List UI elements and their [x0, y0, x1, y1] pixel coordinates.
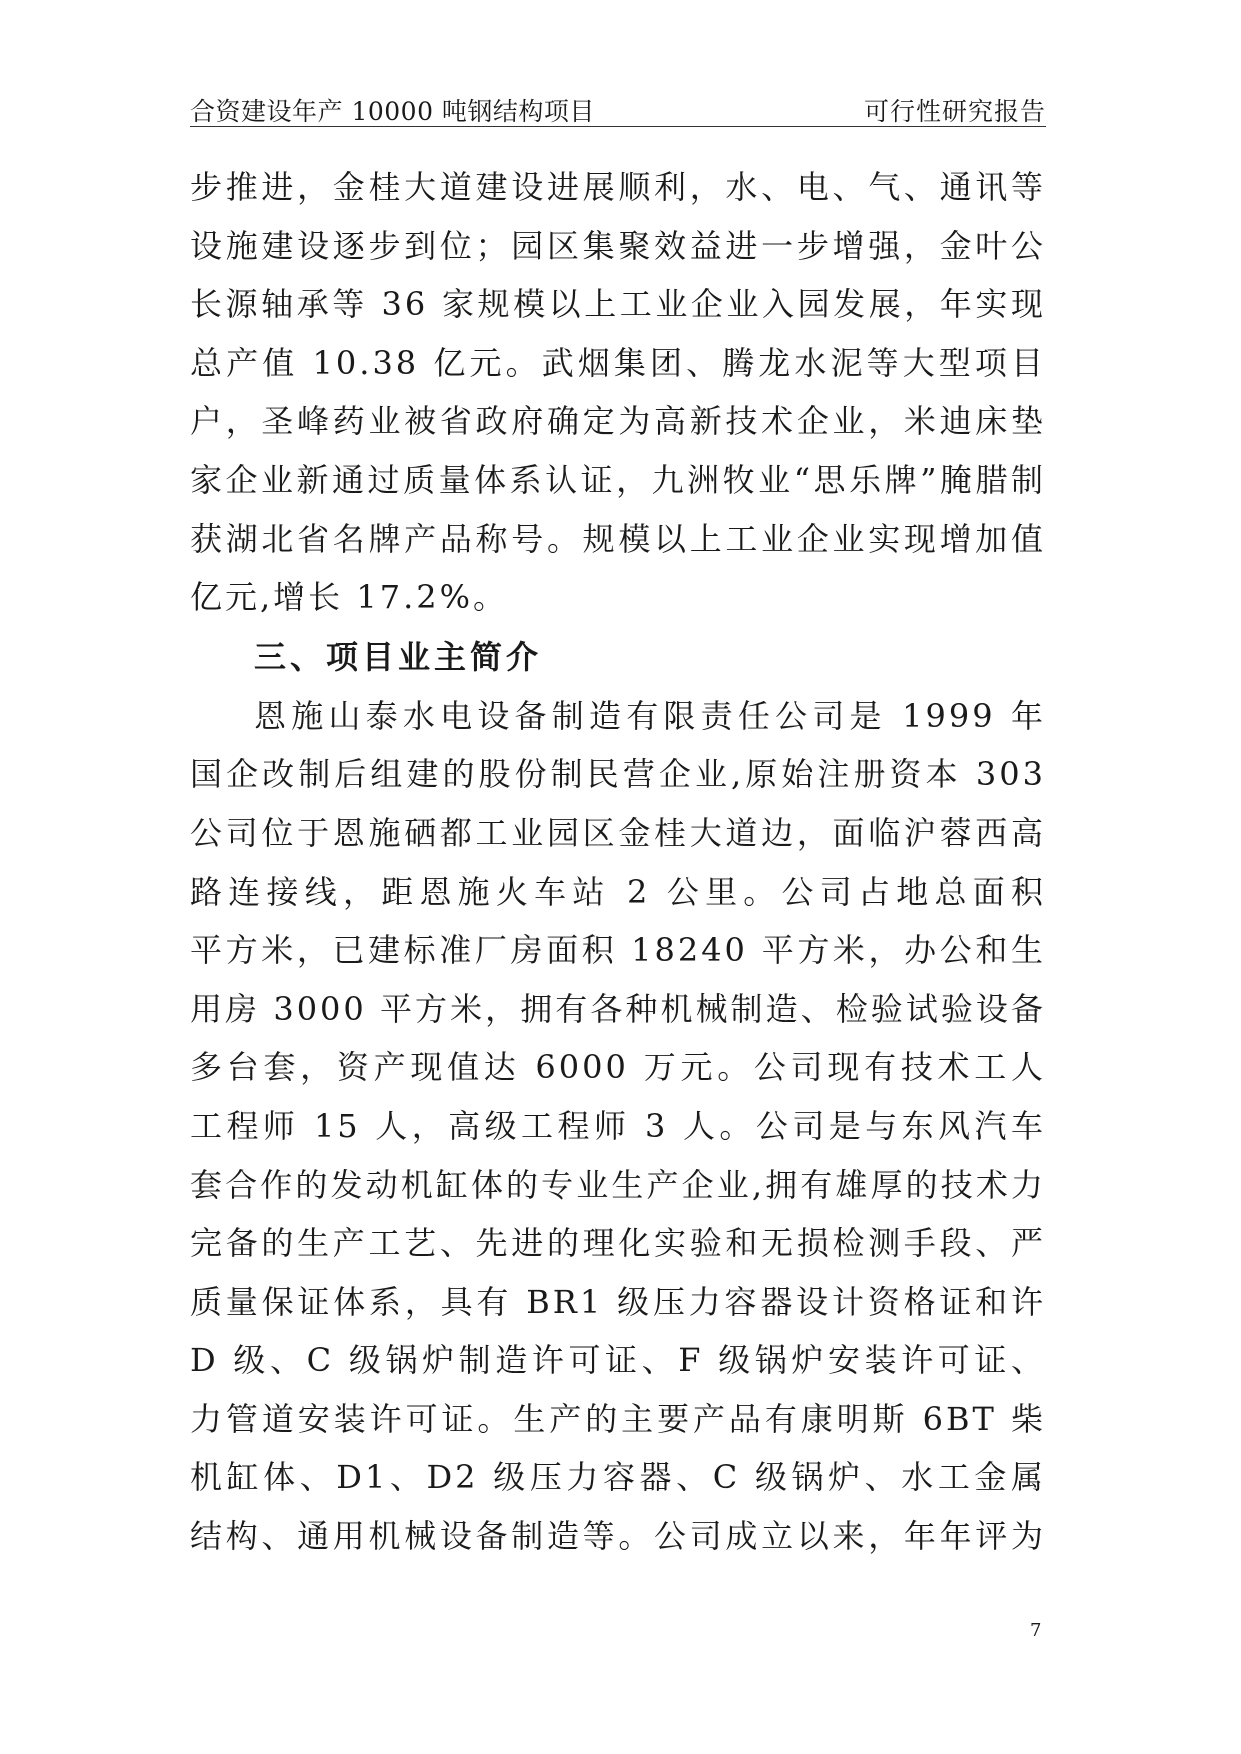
paragraph-line: 工程师 15 人，高级工程师 3 人。公司是与东风汽车: [190, 1106, 1046, 1145]
page-number: 7: [1030, 1620, 1042, 1641]
section-heading: 三、项目业主简介: [254, 637, 543, 676]
paragraph-line: 多台套，资产现值达 6000 万元。公司现有技术工人: [190, 1048, 1046, 1087]
paragraph-line: D 级、C 级锅炉制造许可证、F 级锅炉安装许可证、: [190, 1341, 1046, 1380]
paragraph-line: 步推进，金桂大道建设进展顺利，水、电、气、通讯等: [190, 168, 1046, 206]
paragraph-line: 亿元,增长 17.2%。: [190, 578, 509, 617]
paragraph-line: 完备的生产工艺、先进的理化实验和无损检测手段、严: [190, 1224, 1046, 1263]
paragraph-line: 用房 3000 平方米，拥有各种机械制造、检验试验设备: [190, 989, 1046, 1028]
paragraph-line: 公司位于恩施硒都工业园区金桂大道边，面临沪蓉西高: [190, 813, 1046, 852]
page-header: [190, 84, 1046, 127]
document-body: [190, 158, 1046, 1566]
paragraph-line: 路连接线，距恩施火车站 2 公里。公司占地总面积: [190, 872, 1046, 911]
paragraph-line: 总产值 10.38 亿元。武烟集团、腾龙水泥等大型项目: [190, 343, 1046, 382]
header-report-type: 可行性研究报告: [863, 97, 1046, 126]
paragraph-line: 恩施山泰水电设备制造有限责任公司是 1999 年: [254, 696, 1046, 735]
paragraph-line: 套合作的发动机缸体的专业生产企业,拥有雄厚的技术力: [190, 1165, 1046, 1204]
paragraph-line: 国企改制后组建的股份制民营企业,原始注册资本 303: [190, 755, 1046, 794]
paragraph-line: 平方米，已建标准厂房面积 18240 平方米，办公和生: [190, 931, 1046, 970]
paragraph-line: 获湖北省名牌产品称号。规模以上工业企业实现增加值: [190, 519, 1046, 558]
paragraph-line: 结构、通用机械设备制造等。公司成立以来，年年评为: [190, 1517, 1046, 1556]
paragraph-line: 设施建设逐步到位；园区集聚效益进一步增强，金叶公: [190, 226, 1046, 265]
header-project-title: 合资建设年产 10000 吨钢结构项目: [190, 97, 595, 126]
paragraph-line: 机缸体、D1、D2 级压力容器、C 级锅炉、水工金属: [190, 1458, 1046, 1497]
paragraph-line: 质量保证体系，具有 BR1 级压力容器设计资格证和许: [190, 1282, 1046, 1321]
paragraph-line: 家企业新通过质量体系认证，九洲牧业“思乐牌”腌腊制: [190, 460, 1046, 499]
paragraph-line: 户，圣峰药业被省政府确定为高新技术企业，米迪床垫: [190, 402, 1046, 441]
paragraph-line: 长源轴承等 36 家规模以上工业企业入园发展，年实现: [190, 285, 1046, 324]
paragraph-line: 力管道安装许可证。生产的主要产品有康明斯 6BT 柴: [190, 1399, 1046, 1438]
